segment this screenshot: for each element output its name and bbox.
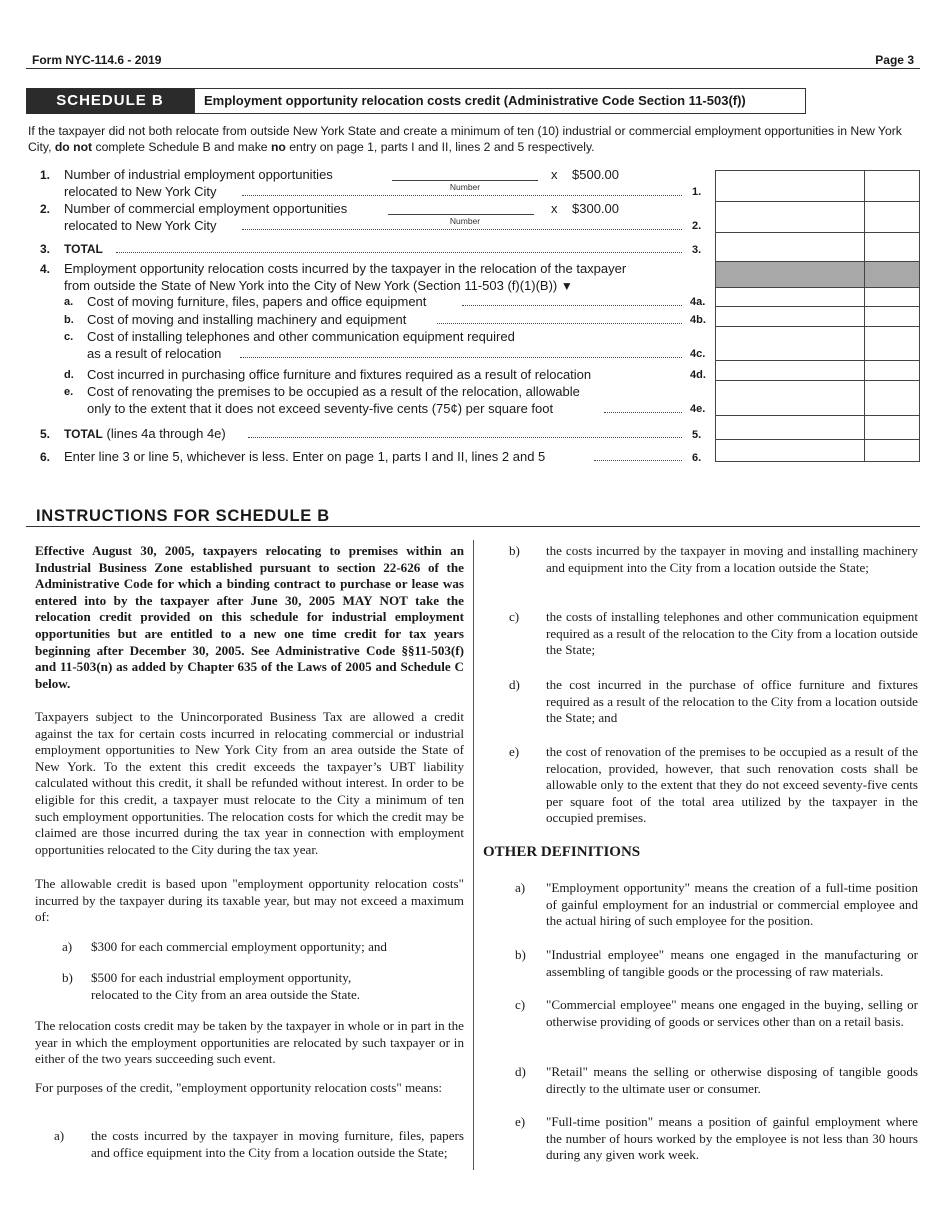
cost-item-d-letter: d) — [509, 677, 520, 692]
line6-amount-cell[interactable] — [716, 440, 864, 461]
line2-leader — [242, 229, 682, 230]
line2-label: 2. — [692, 220, 702, 232]
definition-c-letter: c) — [515, 997, 526, 1012]
other-definitions-title: OTHER DEFINITIONS — [483, 844, 641, 860]
max-item-b-text2: relocated to the City from an area outside the State. — [91, 987, 361, 1002]
schedule-intro — [28, 123, 918, 155]
line4-number: 4. — [40, 262, 51, 276]
line4a-leader — [462, 305, 682, 306]
instructions-rule — [26, 526, 920, 527]
definition-e-letter: e) — [515, 1114, 526, 1129]
line4d-label: 4d. — [690, 369, 706, 381]
cost-item-c-text: the costs of installing telephones and other communication equipment required as a result of the relocation to the City from a location outside the State; — [546, 609, 918, 658]
line4a-text: Cost of moving furniture, files, papers and office equipment — [87, 294, 427, 309]
max-item-a-text: $300 for each commercial employment opportunity; and — [91, 939, 387, 954]
line4c-label: 4c. — [690, 348, 706, 360]
line5-text-row — [64, 426, 226, 442]
line1-number-field[interactable] — [392, 180, 538, 181]
credit-overview: Taxpayers subject to the Unincorporated Business Tax are allowed a credit against the tax for certain costs incurred in relocating commercial or industrial employment opportunities to New York City from an area outside the State of New York. To the extent this credit exceeds the taxpayer’s UBT liability calculated without this credit, it shall be refunded without interest. In order to be eligible for this credit, a taxpayer must relocate to the City a minimum of ten such employment opportunities. The relocation costs for which the credit may be claimed are those incurred during the tax year in connection with employment opportunities relocated to the City during the tax year. — [35, 709, 464, 857]
line4b-text: Cost of moving and installing machinery and equipment — [87, 312, 407, 327]
line4c-leader — [240, 357, 682, 358]
line4-text2-row — [64, 278, 573, 294]
line5-label: 5. — [692, 429, 702, 441]
line5-number: 5. — [40, 427, 51, 441]
costs-definition-intro: For purposes of the credit, "employment opportunity relocation costs" means: — [35, 1080, 443, 1095]
max-item-a-letter: a) — [62, 939, 73, 954]
line4b-label: 4b. — [690, 314, 706, 326]
line1-rate: $500.00 — [572, 167, 619, 182]
cost-item-a-text: the costs incurred by the taxpayer in moving furniture, files, papers and office equipment into the City from a location outside the State; — [91, 1128, 464, 1160]
line4-text2: from outside the State of New York into the City of New York (Section 11-503 (f)(1)(B)) — [64, 278, 558, 293]
line4e-letter: e. — [64, 386, 74, 398]
intro-part3: entry on page 1, parts I and II, lines 2 and 5 respectively. — [285, 140, 595, 154]
line4c-text2: as a result of relocation — [87, 346, 222, 361]
definition-a-text: "Employment opportunity" means the creation of a full-time position of gainful employment for an industrial or commercial employee and the actual hiring of such employee for the position. — [546, 880, 918, 929]
line1-number: 1. — [40, 168, 51, 182]
max-item-b-text1: $500 for each industrial employment opportunity, — [91, 970, 352, 985]
schedule-tag: SCHEDULE B — [26, 88, 194, 114]
line2-text1: Number of commercial employment opportunities — [64, 201, 348, 216]
line2-number-field[interactable] — [388, 214, 534, 215]
instructions-title: INSTRUCTIONS FOR SCHEDULE B — [36, 507, 330, 525]
line4d-letter: d. — [64, 369, 74, 381]
line4c-amount-cell[interactable] — [715, 360, 920, 361]
definition-c-text: "Commercial employee" means one engaged in the buying, selling or otherwise providing of goods or services other than on a retail basis. — [546, 997, 918, 1029]
definition-b-letter: b) — [515, 947, 526, 962]
line3-leader — [116, 252, 682, 253]
schedule-title: Employment opportunity relocation costs credit (Administrative Code Section 11-503(f)) — [194, 88, 806, 114]
intro-bold2: no — [270, 140, 286, 154]
line3-amount-cell[interactable] — [715, 261, 920, 262]
cents-divider — [864, 170, 865, 462]
line1-multiplier: x — [551, 167, 558, 182]
line4-row-divider — [715, 287, 920, 288]
line4e-amount-cell[interactable] — [715, 415, 920, 416]
line6-number: 6. — [40, 450, 51, 464]
line6-label: 6. — [692, 452, 702, 464]
ibz-notice: Effective August 30, 2005, taxpayers relocating to premises within an Industrial Business Zone established pursuant to section 22-626 of the Administrative Code for which a binding contract to purchase or lease was entered into by the taxpayer after June 30, 2005 MAY NOT take the relocation credit provided on this schedule for industrial employment opportunities but are entitled to a new one time credit for tax years beginning after December 30, 2005. See Administrative Code §§11-503(f) and 11-503(n) as added by Chapter 635 of the Laws of 2005 and Schedule C below. — [35, 543, 464, 691]
intro-part1: If the taxpayer did not both relocate from outside New York State and create a minimum of ten (10) industrial or commercial employment opportunities in New York City, — [28, 124, 902, 154]
cost-item-d-text: the cost incurred in the purchase of office furniture and fixtures required as a result of the relocation to the City from a location outside the State; and — [546, 677, 918, 726]
line1-amount-cell[interactable] — [715, 201, 920, 202]
line4d-amount-cell[interactable] — [715, 380, 920, 381]
line2-text2: relocated to New York City — [64, 218, 217, 233]
arrow-down-icon: ▼ — [560, 279, 573, 293]
line1-caption: Number — [449, 182, 481, 192]
line4e-label: 4e. — [690, 403, 706, 415]
header-rule — [26, 68, 920, 69]
definition-d-text: "Retail" means the selling or otherwise disposing of tangible goods directly to the ultimate user or consumer. — [546, 1064, 918, 1096]
form-id: Form NYC-114.6 - 2019 — [32, 53, 162, 67]
line4e-text1: Cost of renovating the premises to be occupied as a result of the relocation, allowable — [87, 384, 580, 399]
line4e-text2: only to the extent that it does not exceed seventy-five cents (75¢) per square foot — [87, 401, 554, 416]
definition-b-text: "Industrial employee" means one engaged in the manufacturing or assembling of tangible goods or the processing of raw materials. — [546, 947, 918, 979]
cost-item-e-letter: e) — [509, 744, 520, 759]
line5-leader — [248, 437, 682, 438]
line3-text: TOTAL — [64, 242, 103, 256]
line2-rate: $300.00 — [572, 201, 619, 216]
cost-item-b-letter: b) — [509, 543, 520, 558]
line1-text1: Number of industrial employment opportunities — [64, 167, 333, 182]
intro-bold1: do not — [54, 140, 93, 154]
credit-timing: The relocation costs credit may be taken by the taxpayer in whole or in part in the year in which the employment opportunities are relocated by such taxpayer or in either of the two years succeeding such event. — [35, 1018, 464, 1067]
line2-caption: Number — [449, 216, 481, 226]
cost-item-b-text: the costs incurred by the taxpayer in moving and installing machinery and equipment into the City from a location outside the State; — [546, 543, 918, 575]
line1-leader — [242, 195, 682, 196]
line4a-label: 4a. — [690, 296, 706, 308]
line3-label: 3. — [692, 244, 702, 256]
definition-e-text: "Full-time position" means a position of gainful employment where the number of hours worked by the employee is not less than 30 hours during any given work week. — [546, 1114, 918, 1163]
line6-text: Enter line 3 or line 5, whichever is less. Enter on page 1, parts I and II, lines 2 and 5 — [64, 449, 546, 464]
line2-number: 2. — [40, 202, 51, 216]
line4-shaded-cell — [716, 262, 919, 287]
line4b-amount-cell[interactable] — [715, 326, 920, 327]
line2-amount-cell[interactable] — [715, 232, 920, 233]
definition-a-letter: a) — [515, 880, 526, 895]
line1-label: 1. — [692, 186, 702, 198]
line4a-letter: a. — [64, 296, 74, 308]
max-item-b-letter: b) — [62, 970, 73, 985]
line3-number: 3. — [40, 242, 51, 256]
line4e-leader — [604, 412, 682, 413]
line4-text1: Employment opportunity relocation costs incurred by the taxpayer in the relocation of the taxpayer — [64, 261, 627, 276]
definition-d-letter: d) — [515, 1064, 526, 1079]
line4a-amount-cell[interactable] — [715, 306, 920, 307]
allowable-credit: The allowable credit is based upon "employment opportunity relocation costs" incurred by the taxpayer during its taxable year, but may not exceed a maximum of: — [35, 876, 464, 925]
line4b-letter: b. — [64, 314, 74, 326]
line4d-text: Cost incurred in purchasing office furniture and fixtures required as a result of relocation — [87, 367, 592, 382]
line1-text2: relocated to New York City — [64, 184, 217, 199]
amount-column — [715, 170, 920, 462]
line4c-text1: Cost of installing telephones and other communication equipment required — [87, 329, 515, 344]
cost-item-a-letter: a) — [54, 1128, 65, 1143]
line5-total: TOTAL — [64, 427, 103, 441]
intro-part2: complete Schedule B and make — [92, 140, 271, 154]
line2-multiplier: x — [551, 201, 558, 216]
cost-item-e-text: the cost of renovation of the premises to be occupied as a result of the relocation, provided, however, that such renovation costs shall be allowable only to the extent that they do not exceed seventy-five cents per square foot of the total area utilized by the taxpayer in the occupied premises. — [546, 744, 918, 826]
page-number: Page 3 — [875, 53, 914, 67]
column-divider — [473, 540, 474, 1170]
line4b-leader — [437, 323, 682, 324]
line6-leader — [594, 460, 682, 461]
line5-text: (lines 4a through 4e) — [102, 426, 226, 441]
cost-item-c-letter: c) — [509, 609, 520, 624]
line4c-letter: c. — [64, 331, 74, 343]
